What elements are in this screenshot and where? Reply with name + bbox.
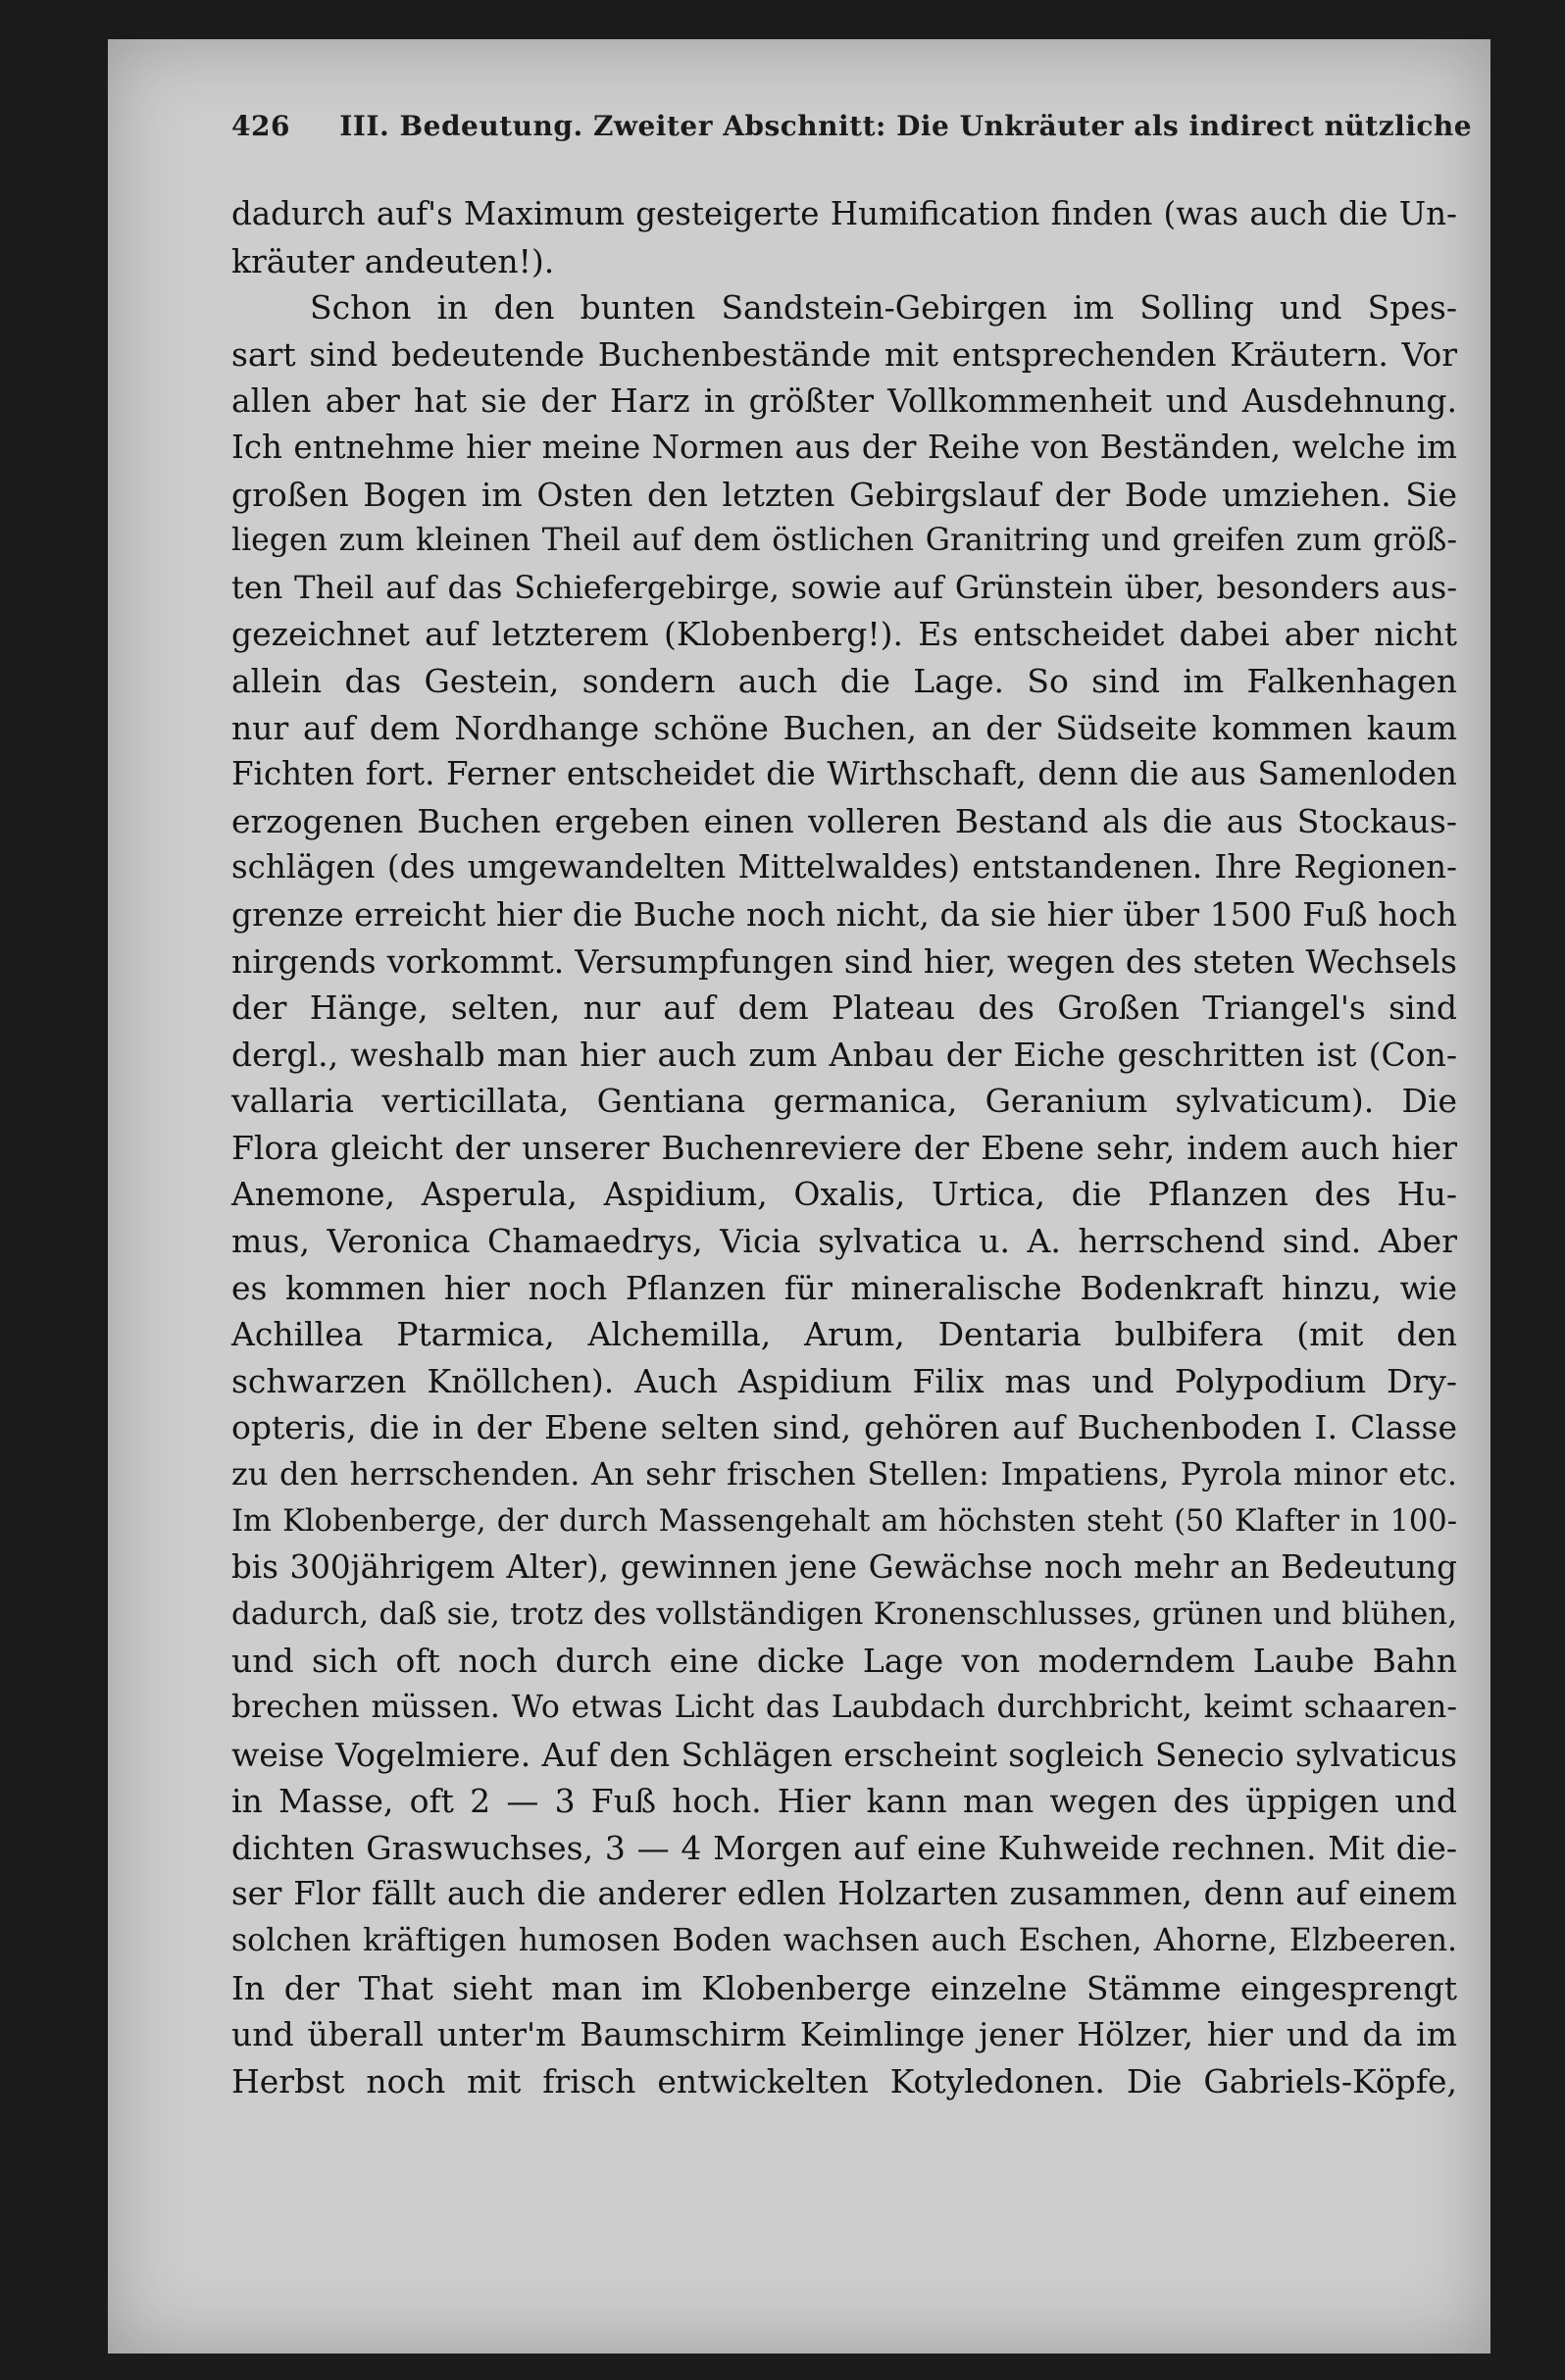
text-line: Schon in den bunten Sandstein-Gebirgen im Solling und Spes- bbox=[310, 288, 1457, 328]
text-line: Anemone, Asperula, Aspidium, Oxalis, Urtica, die Pflanzen des Hu- bbox=[231, 1175, 1457, 1214]
text-line: mus, Veronica Chamaedrys, Vicia sylvatica u. A. herrschend sind. Aber bbox=[231, 1222, 1457, 1261]
text-line: allein das Gestein, sondern auch die Lage. So sind im Falkenhagen bbox=[231, 661, 1457, 700]
text-line: sart sind bedeutende Buchenbestände mit entsprechenden Kräutern. Vor bbox=[231, 334, 1457, 374]
page-number: 426 bbox=[231, 110, 290, 142]
running-title: III. Bedeutung. Zweiter Abschnitt: Die Unkräuter als indirect nützliche bbox=[339, 110, 1473, 142]
running-header bbox=[231, 110, 1473, 142]
text-line: grenze erreicht hier die Buche noch nicht, da sie hier über 1500 Fuß hoch bbox=[231, 894, 1457, 934]
text-line: der Hänge, selten, nur auf dem Plateau des Großen Triangel's sind bbox=[231, 988, 1457, 1028]
text-line: dergl., weshalb man hier auch zum Anbau der Eiche geschritten ist (Con- bbox=[231, 1035, 1457, 1074]
text-line: bis 300jährigem Alter), gewinnen jene Gewächse noch mehr an Bedeutung bbox=[231, 1548, 1457, 1587]
text-line: erzogenen Buchen ergeben einen volleren Bestand als die aus Stockaus- bbox=[231, 801, 1457, 840]
text-line: dichten Graswuchses, 3 — 4 Morgen auf eine Kuhweide rechnen. Mit die- bbox=[231, 1828, 1457, 1867]
text-line: nur auf dem Nordhange schöne Buchen, an der Südseite kommen kaum bbox=[231, 708, 1457, 747]
text-line: Im Klobenberge, der durch Massengehalt am höchsten steht (50 Klafter in 100- bbox=[231, 1503, 1457, 1539]
text-line: und überall unter'm Baumschirm Keimlinge jener Hölzer, hier und da im bbox=[231, 2015, 1457, 2054]
text-line: solchen kräftigen humosen Boden wachsen auch Eschen, Ahorne, Elzbeeren. bbox=[231, 1922, 1457, 1958]
text-line: kräuter andeuten!). bbox=[231, 241, 555, 280]
text-line: schlägen (des umgewandelten Mittelwaldes) entstandenen. Ihre Regionen- bbox=[231, 848, 1457, 886]
text-line: Achillea Ptarmica, Alchemilla, Arum, Dentaria bulbifera (mit den bbox=[231, 1315, 1457, 1354]
text-line: ten Theil auf das Schiefergebirge, sowie auf Grünstein über, besonders aus- bbox=[231, 568, 1457, 606]
text-line: dadurch, daß sie, trotz des vollständigen Kronenschlusses, grünen und blühen, bbox=[231, 1595, 1457, 1632]
text-line: Herbst noch mit frisch entwickelten Kotyledonen. Die Gabriels-Köpfe, bbox=[231, 2061, 1457, 2101]
text-line: es kommen hier noch Pflanzen für mineralische Bodenkraft hinzu, wie bbox=[231, 1268, 1457, 1307]
text-line: Flora gleicht der unserer Buchenreviere der Ebene sehr, indem auch hier bbox=[231, 1128, 1457, 1167]
text-line: ser Flor fällt auch die anderer edlen Holzarten zusammen, denn auf einem bbox=[231, 1875, 1457, 1913]
text-line: In der That sieht man im Klobenberge einzelne Stämme eingesprengt bbox=[231, 1968, 1457, 2007]
text-line: vallaria verticillata, Gentiana germanica, Geranium sylvaticum). Die bbox=[231, 1082, 1457, 1121]
text-line: in Masse, oft 2 — 3 Fuß hoch. Hier kann man wegen des üppigen und bbox=[231, 1782, 1457, 1821]
text-line: weise Vogelmiere. Auf den Schlägen erscheint sogleich Senecio sylvaticus bbox=[231, 1735, 1457, 1774]
text-line: dadurch auf's Maximum gesteigerte Humification finden (was auch die Un- bbox=[231, 195, 1457, 232]
text-line: liegen zum kleinen Theil auf dem östlichen Granitring und greifen zum größ- bbox=[231, 523, 1457, 559]
text-line: allen aber hat sie der Harz in größter Vollkommenheit und Ausdehnung. bbox=[231, 381, 1457, 421]
text-line: schwarzen Knöllchen). Auch Aspidium Filix mas und Polypodium Dry- bbox=[231, 1361, 1457, 1400]
body-text bbox=[231, 191, 1457, 2104]
text-line: großen Bogen im Osten den letzten Gebirgslauf der Bode umziehen. Sie bbox=[231, 475, 1457, 514]
text-line: opteris, die in der Ebene selten sind, gehören auf Buchenboden I. Classe bbox=[231, 1408, 1457, 1447]
text-line: brechen müssen. Wo etwas Licht das Laubdach durchbricht, keimt schaaren- bbox=[231, 1690, 1457, 1725]
text-line: Fichten fort. Ferner entscheidet die Wirthschaft, denn die aus Samenloden bbox=[231, 755, 1457, 793]
text-line: und sich oft noch durch eine dicke Lage von moderndem Laube Bahn bbox=[231, 1642, 1457, 1681]
text-line: Ich entnehme hier meine Normen aus der Reihe von Beständen, welche im bbox=[231, 428, 1457, 466]
text-line: zu den herrschenden. An sehr frischen Stellen: Impatiens, Pyrola minor etc. bbox=[231, 1455, 1457, 1494]
text-line: nirgends vorkommt. Versumpfungen sind hier, wegen des steten Wechsels bbox=[231, 941, 1457, 981]
text-line: gezeichnet auf letzterem (Klobenberg!). Es entscheidet dabei aber nicht bbox=[231, 615, 1457, 654]
